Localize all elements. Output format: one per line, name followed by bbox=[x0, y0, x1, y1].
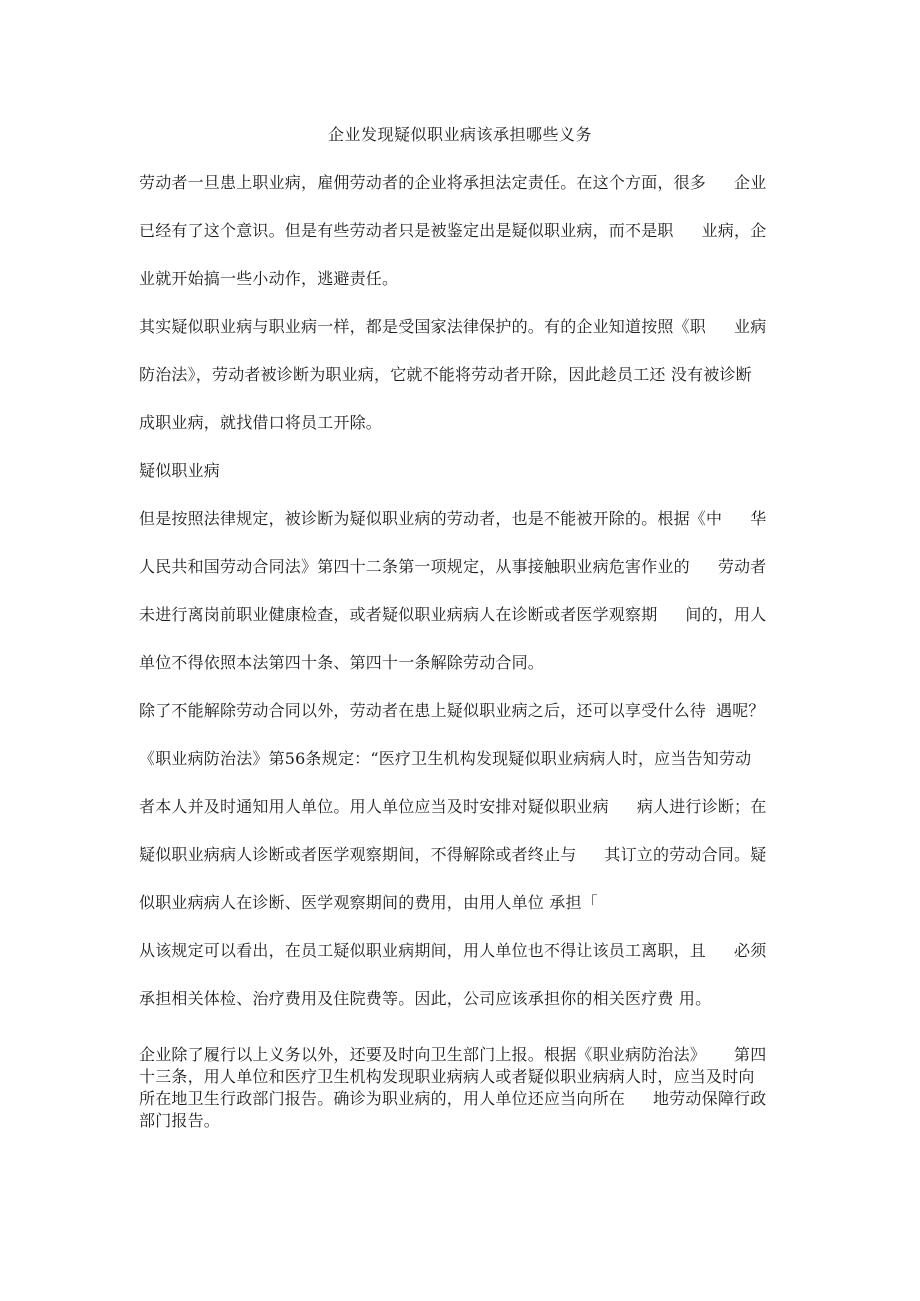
text-segment: 《职业病防治法》第56条规定：“医疗卫生机构发现疑似职业病病人时，应当告知劳动 bbox=[139, 749, 752, 768]
text-segment: 业就开始搞一些小动作，逃避责任。 bbox=[139, 269, 399, 288]
paragraph-line bbox=[139, 412, 789, 434]
text-segment: 间的，用人 bbox=[685, 605, 767, 624]
text-segment: 已经有了这个意识。但是有些劳动者只是被鉴定出是疑似职业病，而不是职 bbox=[139, 221, 674, 240]
text-segment: 其实疑似职业病与职业病一样，都是受国家法律保护的。有的企业知道按照《职 bbox=[139, 317, 707, 336]
text-segment: 疑似职业病 bbox=[139, 461, 221, 480]
text-segment: 劳动者一旦患上职业病，雇佣劳动者的企业将承担法定责任。在这个方面，很多 bbox=[139, 173, 707, 192]
text-segment: 单位不得依照本法第四十条、第四十一条解除劳动合同。 bbox=[139, 653, 545, 672]
paragraph-line bbox=[139, 220, 789, 242]
text-segment: 成职业病，就找借口将员工开除。 bbox=[139, 413, 383, 432]
text-segment: 者本人并及时通知用人单位。用人单位应当及时安排对疑似职业病 bbox=[139, 797, 609, 816]
text-segment: 必须 bbox=[734, 941, 767, 960]
text-segment: 但是按照法律规定，被诊断为疑似职业病的劳动者，也是不能被开除的。根据《中 bbox=[139, 509, 723, 528]
text-segment: 部门报告。 bbox=[139, 1111, 221, 1130]
text-segment: 遇呢？ bbox=[716, 701, 765, 720]
text-segment: 疑似职业病病人诊断或者医学观察期间，不得解除或者终止与 bbox=[139, 845, 577, 864]
paragraph-line bbox=[139, 1110, 789, 1132]
text-segment: 其订立的劳动合同。疑 bbox=[604, 845, 767, 864]
paragraph-line bbox=[139, 892, 789, 914]
text-segment: 防治法》，劳动者被诊断为职业病，它就不能将劳动者开除，因此趁员工还 没有被诊断 bbox=[139, 365, 752, 384]
text-segment: 人民共和国劳动合同法》第四十二条第一项规定，从事接触职业病危害作业的 bbox=[139, 557, 690, 576]
paragraph-line bbox=[139, 556, 789, 578]
text-segment: 劳动者 bbox=[717, 557, 767, 576]
text-segment: 所在地卫生行政部门报告。确诊为职业病的，用人单位还应当向所在 bbox=[139, 1089, 626, 1108]
text-segment: 业病 bbox=[734, 317, 767, 336]
paragraph-line bbox=[139, 796, 789, 818]
paragraph-line bbox=[139, 844, 789, 866]
paragraph-line bbox=[139, 1088, 789, 1110]
text-segment: 病人进行诊断；在 bbox=[636, 797, 767, 816]
text-segment: 从该规定可以看出，在员工疑似职业病期间，用人单位也不得让该员工离职，且 bbox=[139, 941, 707, 960]
paragraph-line bbox=[139, 700, 789, 722]
text-segment: 十三条，用人单位和医疗卫生机构发现职业病病人或者疑似职业病病人时，应当及时向 bbox=[139, 1067, 755, 1086]
paragraph-line bbox=[139, 988, 789, 1010]
paragraph-line bbox=[139, 316, 789, 338]
text-segment: 企业 bbox=[734, 173, 767, 192]
text-segment: 第四 bbox=[734, 1045, 767, 1064]
paragraph-line bbox=[139, 652, 789, 674]
paragraph-line bbox=[139, 940, 789, 962]
section-heading bbox=[139, 460, 789, 482]
text-segment: 企业除了履行以上义务以外，还要及时向卫生部门上报。根据《职业病防治法》 bbox=[139, 1045, 707, 1064]
text-segment: 地劳动保障行政 bbox=[653, 1089, 767, 1108]
paragraph-line bbox=[139, 748, 789, 770]
paragraph-line bbox=[139, 268, 789, 290]
paragraph-line bbox=[139, 1044, 789, 1066]
paragraph-line bbox=[139, 172, 789, 194]
paragraph-line bbox=[139, 508, 789, 530]
text-segment: 华 bbox=[750, 509, 767, 528]
text-segment: 除了不能解除劳动合同以外，劳动者在患上疑似职业病之后，还可以享受什么待 bbox=[139, 701, 707, 720]
paragraph-line bbox=[139, 1066, 789, 1088]
paragraph-line bbox=[139, 364, 789, 386]
document-title: 企业发现疑似职业病该承担哪些义务 bbox=[327, 125, 592, 144]
text-segment: 似职业病病人在诊断、医学观察期间的费用，由用人单位 承担「 bbox=[139, 893, 598, 912]
paragraph-line bbox=[139, 604, 789, 626]
text-segment: 未进行离岗前职业健康检查，或者疑似职业病病人在诊断或者医学观察期 bbox=[139, 605, 658, 624]
text-segment: 承担相关体检、治疗费用及住院费等。因此，公司应该承担你的相关医疗费 用。 bbox=[139, 989, 712, 1008]
text-segment: 业病，企 bbox=[701, 221, 767, 240]
